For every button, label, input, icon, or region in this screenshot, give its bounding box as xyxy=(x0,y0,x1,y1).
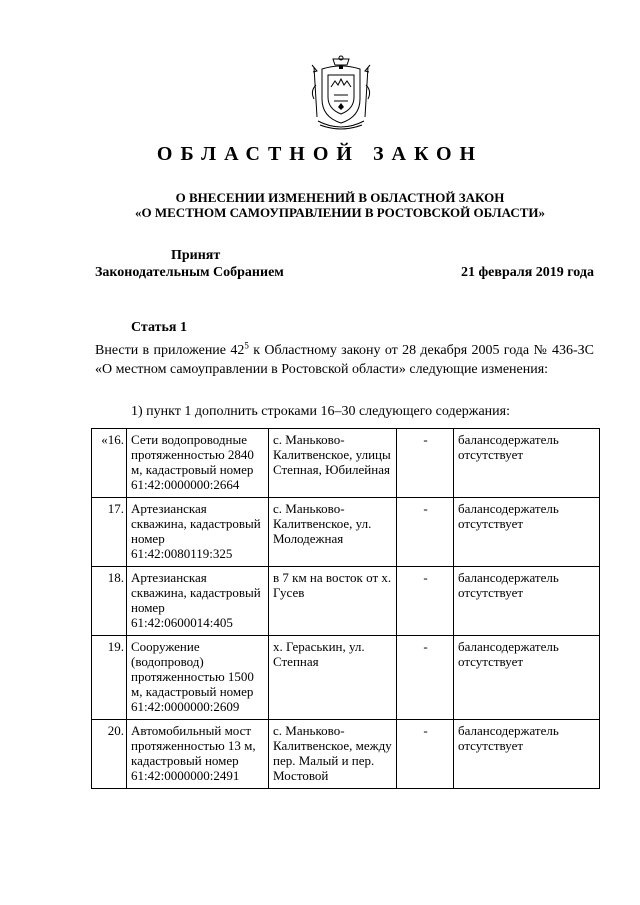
law-subtitle-line-1: О ВНЕСЕНИИ ИЗМЕНЕНИЙ В ОБЛАСТНОЙ ЗАКОН xyxy=(175,190,505,205)
dash-cell: - xyxy=(397,567,454,636)
table-row xyxy=(92,429,600,498)
dash-cell: - xyxy=(397,498,454,567)
adopted-by-label: Законодательным Собранием xyxy=(95,265,284,280)
row-number: 17. xyxy=(92,498,127,567)
table-row xyxy=(92,567,600,636)
adopted-label: Принят xyxy=(171,248,221,263)
dash-cell: - xyxy=(397,636,454,720)
object-address: с. Маньково-Калитвенское, между пер. Малый и пер. Мостовой xyxy=(269,720,397,789)
object-name: Автомобильный мост протяженностью 13 м, кадастровый номер 61:42:0000000:2491 xyxy=(127,720,269,789)
coat-of-arms-emblem xyxy=(308,55,374,133)
table-row xyxy=(92,498,600,567)
object-address: с. Маньково-Калитвенское, улицы Степная, Юбилейная xyxy=(269,429,397,498)
dash-cell: - xyxy=(397,429,454,498)
property-table xyxy=(91,428,600,789)
object-name: Сети водопроводные протяженностью 2840 м, кадастровый номер 61:42:0000000:2664 xyxy=(127,429,269,498)
balance-holder: балансодержатель отсутствует xyxy=(454,429,600,498)
adoption-date: 21 февраля 2019 года xyxy=(461,265,594,280)
row-number: 20. xyxy=(92,720,127,789)
table-row xyxy=(92,720,600,789)
object-name: Артезианская скважина, кадастровый номер 61:42:0080119:325 xyxy=(127,498,269,567)
table-row xyxy=(92,636,600,720)
article-heading: Статья 1 xyxy=(131,320,187,335)
balance-holder: балансодержатель отсутствует xyxy=(454,567,600,636)
object-address: с. Маньково-Калитвенское, ул. Молодежная xyxy=(269,498,397,567)
paragraph-text-start: Внести в приложение 42 xyxy=(95,343,245,358)
point-1-text: 1) пункт 1 дополнить строками 16–30 следующего содержания: xyxy=(131,404,510,419)
object-address: х. Гераськин, ул. Степная xyxy=(269,636,397,720)
balance-holder: балансодержатель отсутствует xyxy=(454,498,600,567)
row-number: 19. xyxy=(92,636,127,720)
row-number: «16. xyxy=(92,429,127,498)
row-number: 18. xyxy=(92,567,127,636)
balance-holder: балансодержатель отсутствует xyxy=(454,636,600,720)
law-subtitle-line-2: «О МЕСТНОМ САМОУПРАВЛЕНИИ В РОСТОВСКОЙ ОБЛАСТИ» xyxy=(135,205,545,220)
document-title: ОБЛАСТНОЙ ЗАКОН xyxy=(156,143,484,165)
object-name: Сооружение (водопровод) протяженностью 1500 м, кадастровый номер 61:42:0000000:2609 xyxy=(127,636,269,720)
object-name: Артезианская скважина, кадастровый номер 61:42:0600014:405 xyxy=(127,567,269,636)
dash-cell: - xyxy=(397,720,454,789)
object-address: в 7 км на восток от х. Гусев xyxy=(269,567,397,636)
paragraph-text-end: к Областному закону от 28 декабря 2005 года № 436-ЗС «О местном самоуправлении в Ростовской области» следующие изменения: xyxy=(95,343,594,377)
paragraph-superscript: 5 xyxy=(244,340,249,351)
article-paragraph xyxy=(95,341,594,379)
balance-holder: балансодержатель отсутствует xyxy=(454,720,600,789)
